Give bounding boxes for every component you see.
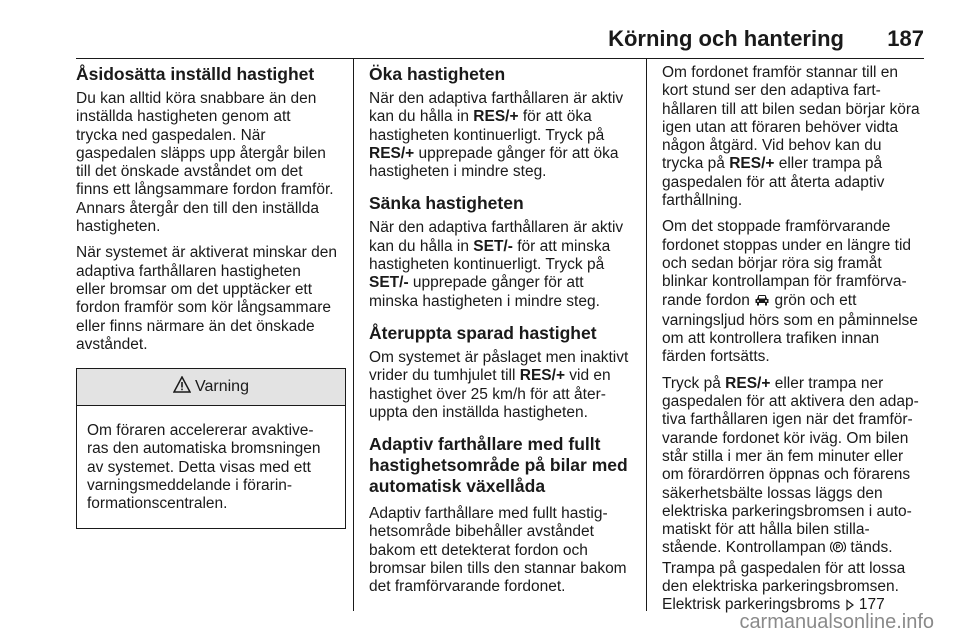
column-3	[662, 64, 928, 625]
warning-title: Varning	[195, 378, 249, 395]
paragraph: När den adaptiva farthållaren är aktiv kan du hålla in RES/+ för att öka hastigheten kontinuerligt. Tryck på RES/+ upprepade gånger för att öka hastigheten i mindre steg.	[369, 90, 624, 181]
header-rule	[76, 58, 924, 59]
warning-triangle-icon	[173, 376, 191, 398]
column-1	[76, 64, 346, 529]
paragraph: Du kan alltid köra snabbare än den inställda hastigheten genom att trycka ned gaspedalen. När gaspedalen släpps upp återgår bilen till det önskade avståndet om det finns ett långsammare fordon framför. Annars återgår den till den inställda hastigheten.	[76, 90, 334, 236]
column-divider-1	[353, 59, 354, 611]
warning-body: Om föraren accelererar avaktive- ras den automatiska bromsningen av systemet. Detta visas med ett varningsmeddelande i förarin- formationscentralen.	[87, 422, 321, 513]
paragraph: Om fordonet framför stannar till en kort stund ser den adaptiva fart- hållaren till att bilen sedan börjar köra igen utan att föraren behöver vidta någon åtgärd. Vid behov kan du trycka på RES/+ eller trampa på gaspedalen för att återta adaptiv farthållning.	[662, 64, 920, 210]
section-heading-override-speed: Åsidosätta inställd hastighet	[76, 64, 315, 84]
section-heading-full-speed-range: Adaptiv farthållare med fullt hastighetsområde på bilar med automatisk växellåda	[369, 434, 628, 497]
warning-header	[77, 369, 345, 406]
column-2	[369, 64, 635, 605]
svg-text:P: P	[835, 545, 841, 553]
section-heading-decrease-speed: Sänka hastigheten	[369, 193, 524, 214]
section-heading-resume-speed: Återuppta sparad hastighet	[369, 322, 597, 343]
paragraph: När den adaptiva farthållaren är aktiv kan du hålla in SET/- för att minska hastigheten kontinuerligt. Tryck på SET/- upprepade gånger för att minska hastigheten i mindre steg.	[369, 219, 624, 310]
vehicle-ahead-icon	[754, 293, 770, 312]
paragraph: Om det stoppade framförvarande fordonet stoppas under en längre tid och sedan börjar röra sig framåt blinkar kontrollampan för framförva- rande fordon grön och ett varningsljud hörs som en påminnelse om att kontrollera trafiken innan färden fortsätts.	[662, 218, 918, 366]
parking-brake-icon	[830, 540, 846, 559]
paragraph: Tryck på RES/+ eller trampa ner gaspedalen för att aktivera den adap- tiva farthållaren igen när det framför- varande fordonet kör iväg. Om bilen står stilla i mer än fem minuter eller om förardörren öppnas och förarens säkerhetsbälte lossas läggs den elektriska parkeringsbromsen i auto- matiskt för att hålla bilen stilla- stående. Kontrollampan P tänds. Trampa på gaspedalen för att lossa den elektriska parkeringsbromsen. Elektrisk parkeringsbroms 177	[662, 375, 928, 617]
page-number: 187	[887, 26, 924, 51]
section-heading-increase-speed: Öka hastigheten	[369, 64, 506, 84]
column-divider-2	[646, 59, 647, 611]
paragraph: Adaptiv farthållare med fullt hastig- hetsområde bibehåller avståndet bakom ett detekterat fordon och bromsar bilen tills den stannar bakom det framförvarande fordonet.	[369, 505, 627, 596]
warning-box	[76, 368, 346, 528]
paragraph: När systemet är aktiverat minskar den adaptiva farthållaren hastigheten eller bromsar om det upptäcker ett fordon framför som kör långsammare eller finns närmare än det önskade avståndet.	[76, 244, 338, 353]
header-title: Körning och hantering	[608, 26, 844, 51]
watermark: carmanualsonline.info	[739, 611, 934, 633]
paragraph: Om systemet är påslaget men inaktivt vrider du tumhjulet till RES/+ vid en hastighet över 25 km/h för att åter- uppta den inställda hastigheten.	[369, 348, 629, 421]
page-reference-link[interactable]: 177	[854, 596, 885, 614]
